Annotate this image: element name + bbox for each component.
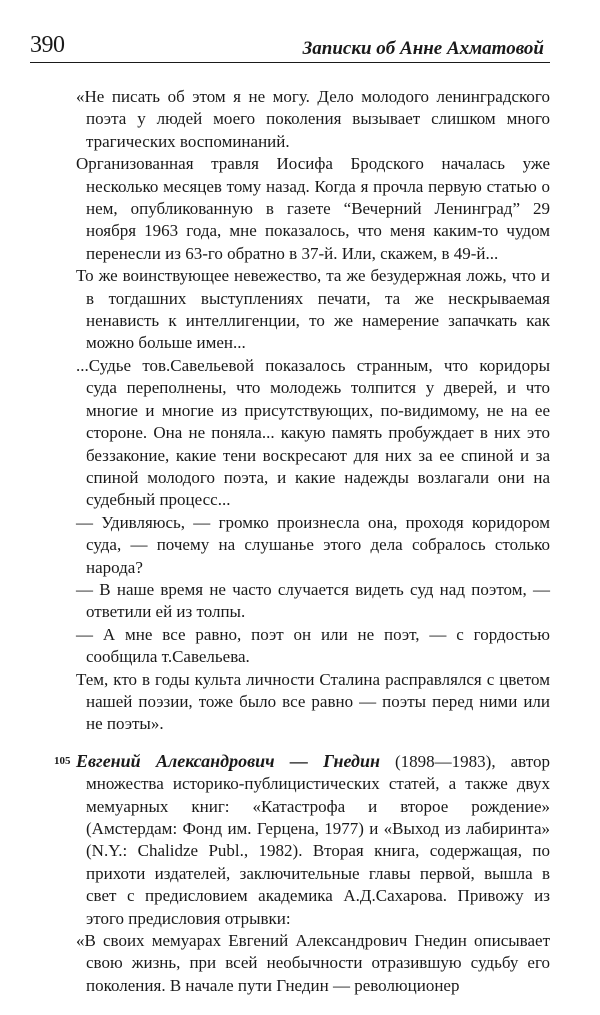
paragraph-7: — А мне все равно, поэт он или не поэт, — с гордостью сообщила т.Савельева. bbox=[76, 624, 550, 667]
paragraph-2: Организованная травля Иосифа Бродского началась уже несколько месяцев тому назад. Когда я прочла первую статью о нем, опубликованную в газете “Вечерний Ленинград” 29 ноября 1963 года, мне показалось, что меня каким-то чудом перенесли из 63-го обратно в 37-й. Или, скажем, в 49-й... bbox=[76, 154, 550, 263]
paragraph-4: ...Судье тов.Савельевой показалось странным, что коридоры суда переполнены, что молодежь толпится у дверей, и что многие и многие из присутствующих, по-видимому, не на ее стороне. Она не поняла... какую память пробуждает в них это беззаконие, какие тени воскресают для них за ее спиной и за спиной молодого поэта, и какие надежды возлагали они на судебный процесс... bbox=[76, 355, 550, 510]
footnote-number: 105 bbox=[54, 754, 71, 767]
page-header bbox=[30, 32, 550, 63]
footnote-text: (1898—1983), автор множества историко-публицистических статей, а также двух мемуарных книг: «Катастрофа и второе рождение» (Амстердам: Фонд им. Герцена, 1977) и «Выход из лабиринта» (N.Y.: Chalidze Publ., 1982). Вторая книга, содержащая, по прихоти издателей, заключительные главы первой, вышла в свет с предисловием академика А.Д.Сахарова. Привожу из этого предисловия отрывки: bbox=[86, 751, 550, 928]
paragraph-5: — Удивляюсь, — громко произнесла она, проходя коридором суда, — почему на слушанье этого дела собралось столько народа? bbox=[76, 512, 550, 577]
running-title: Записки об Анне Ахматовой bbox=[302, 38, 544, 59]
paragraph-3: То же воинствующее невежество, та же безудержная ложь, что и в тогдашних выступлениях печати, та же нескрываемая ненависть к интеллигенции, то же намерение запачкать как можно больше имен... bbox=[76, 266, 550, 353]
paragraph-1: «Не писать об этом я не могу. Дело молодого ленинградского поэта у людей моего поколения вызывает слишком много трагических воспоминаний. bbox=[76, 87, 550, 151]
footnote-person-name: Евгений Александрович — Гнедин bbox=[76, 750, 380, 771]
footnote-quote: «В своих мемуарах Евгений Александрович Гнедин описывает свою жизнь, при всей необычности отразившую судьбу его поколения. В начале пути Гнедин — революционер bbox=[76, 931, 550, 995]
footnote-105 bbox=[54, 750, 550, 997]
page-number: 390 bbox=[30, 32, 65, 58]
paragraph-8: Тем, кто в годы культа личности Сталина расправлялся с цветом нашей поэзии, тоже было все равно — поэты перед ними или не поэты». bbox=[76, 669, 550, 734]
paragraph-6: — В наше время не часто случается видеть суд над поэтом, — ответили ей из толпы. bbox=[76, 579, 550, 622]
main-text bbox=[54, 86, 550, 997]
footnote-paragraph bbox=[76, 750, 550, 930]
